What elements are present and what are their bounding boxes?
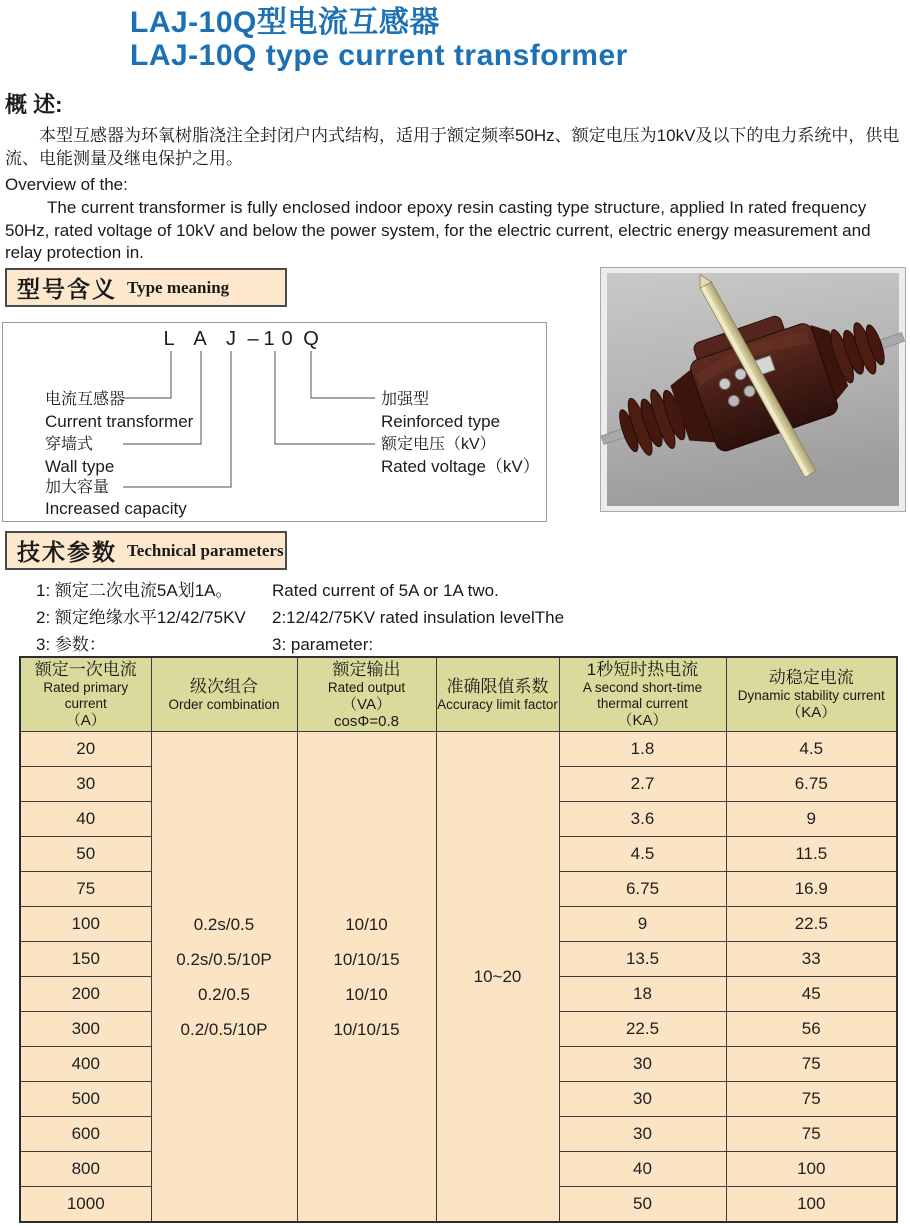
cell-primary-current: 500 — [20, 1082, 151, 1117]
header-zh: 动稳定电流 — [768, 668, 854, 687]
cell-rated-output — [297, 732, 436, 1223]
label-reinforced-type-en: Reinforced type — [381, 412, 501, 431]
cell-thermal-current: 22.5 — [559, 1012, 726, 1047]
label-increased-capacity-en: Increased capacity — [45, 499, 187, 518]
model-labels-left — [45, 390, 194, 518]
cell-dynamic-current: 100 — [726, 1187, 897, 1223]
col-header-accuracy-limit-factor — [436, 657, 559, 732]
label-rated-voltage-zh: 额定电压（kV） — [381, 436, 496, 453]
header-unit: （VA） — [342, 695, 391, 713]
model-letter: L — [163, 328, 175, 350]
rated-output-value: 10/10/15 — [333, 1019, 400, 1039]
table-header-row — [20, 657, 897, 732]
cell-order-combination — [151, 732, 297, 1223]
overview-body-zh: 本型互感器为环氧树脂浇注全封闭户内式结构，适用于额定频率50Hz、额定电压为10kV及以下的电力系统中，供电流、电能测量及继电保护之用。 — [5, 126, 900, 168]
cell-dynamic-current: 9 — [726, 802, 897, 837]
cell-thermal-current: 3.6 — [559, 802, 726, 837]
col-header-thermal-current — [559, 657, 726, 732]
cell-thermal-current: 40 — [559, 1152, 726, 1187]
cell-primary-current: 50 — [20, 837, 151, 872]
technical-heading-zh: 技术参数 — [17, 540, 117, 565]
cell-primary-current: 40 — [20, 802, 151, 837]
col-header-dynamic-stability-current — [726, 657, 897, 732]
cell-primary-current: 600 — [20, 1117, 151, 1152]
page-title-zh: LAJ-10Q型电流互感器 — [130, 6, 440, 39]
model-letter: J — [226, 328, 236, 350]
cell-dynamic-current: 11.5 — [726, 837, 897, 872]
cell-dynamic-current: 75 — [726, 1082, 897, 1117]
cell-primary-current: 75 — [20, 872, 151, 907]
cell-dynamic-current: 75 — [726, 1117, 897, 1152]
type-meaning-heading-zh: 型号含义 — [17, 277, 117, 302]
overview-heading-en: Overview of the: — [5, 175, 128, 194]
note-3-en: 3: parameter: — [272, 635, 374, 654]
cell-thermal-current: 13.5 — [559, 942, 726, 977]
model-letter: – — [247, 328, 259, 350]
order-combination-value: 0.2/0.5 — [198, 984, 250, 1004]
note-2-zh: 2: 额定绝缘水平12/42/75KV — [36, 608, 246, 627]
order-combination-value: 0.2/0.5/10P — [180, 1019, 268, 1039]
rated-output-value: 10/10 — [345, 984, 388, 1004]
cell-thermal-current: 1.8 — [559, 732, 726, 767]
cell-thermal-current: 30 — [559, 1047, 726, 1082]
page-title-en: LAJ-10Q type current transformer — [130, 39, 628, 72]
cell-dynamic-current: 16.9 — [726, 872, 897, 907]
cell-thermal-current: 50 — [559, 1187, 726, 1223]
cell-thermal-current: 18 — [559, 977, 726, 1012]
label-reinforced-type-zh: 加强型 — [381, 391, 430, 408]
cell-dynamic-current: 4.5 — [726, 732, 897, 767]
note-3-zh: 3: 参数： — [36, 635, 106, 654]
cell-dynamic-current: 100 — [726, 1152, 897, 1187]
label-increased-capacity-zh: 加大容量 — [45, 479, 110, 496]
cell-thermal-current: 30 — [559, 1082, 726, 1117]
model-letters — [163, 328, 318, 350]
overview-heading-zh: 概 述: — [5, 92, 63, 117]
parameters-table — [19, 656, 898, 1223]
col-header-order-combination — [151, 657, 297, 732]
cell-dynamic-current: 22.5 — [726, 907, 897, 942]
header-en: Accuracy limit factor — [437, 696, 558, 712]
label-wall-type-en: Wall type — [45, 457, 115, 476]
overview-section — [5, 88, 903, 265]
cell-primary-current: 150 — [20, 942, 151, 977]
product-photo — [600, 267, 906, 512]
cell-primary-current: 200 — [20, 977, 151, 1012]
model-meaning-diagram — [2, 322, 547, 522]
technical-parameters-header — [5, 531, 287, 570]
header-zh: 1秒短时热电流 — [586, 660, 699, 679]
transformer-illustration — [600, 267, 906, 512]
cell-thermal-current: 30 — [559, 1117, 726, 1152]
header-unit: （KA） — [617, 712, 668, 729]
model-letter: Q — [303, 328, 319, 350]
cell-dynamic-current: 33 — [726, 942, 897, 977]
cell-primary-current: 800 — [20, 1152, 151, 1187]
model-letter: 1 — [263, 328, 275, 350]
cell-primary-current: 1000 — [20, 1187, 151, 1223]
col-header-rated-output — [297, 657, 436, 732]
order-combination-value: 0.2s/0.5/10P — [176, 949, 272, 969]
label-current-transformer-en: Current transformer — [45, 412, 194, 431]
model-diagram-svg — [3, 323, 546, 521]
col-header-rated-primary-current — [20, 657, 151, 732]
label-current-transformer-zh: 电流互感器 — [45, 391, 126, 408]
rated-output-values — [298, 734, 436, 1220]
note-2-en: 2:12/42/75KV rated insulation levelThe — [272, 608, 565, 627]
label-wall-type-zh: 穿墙式 — [45, 436, 94, 453]
header-unit: （A） — [65, 712, 106, 729]
page-title — [130, 6, 628, 72]
overview-body-en: The current transformer is fully enclosed indoor epoxy resin casting type structure, applied In rated frequency 50Hz, rated voltage of 10kV and below the power system, for the electric current, electric energy measurement and relay protection in. — [5, 198, 871, 262]
type-meaning-header — [5, 268, 287, 307]
rated-output-value: 10/10/15 — [333, 949, 400, 969]
header-zh: 额定一次电流 — [34, 660, 137, 679]
cell-primary-current: 20 — [20, 732, 151, 767]
header-zh: 级次组合 — [190, 676, 258, 696]
cell-primary-current: 300 — [20, 1012, 151, 1047]
header-en: Order combination — [168, 696, 280, 712]
cell-dynamic-current: 56 — [726, 1012, 897, 1047]
note-1-en: Rated current of 5A or 1A two. — [272, 581, 499, 600]
rated-output-value: 10/10 — [345, 914, 388, 934]
cell-thermal-current: 9 — [559, 907, 726, 942]
note-1-zh: 1: 额定二次电流5A划1A。 — [36, 581, 233, 600]
model-letter: A — [193, 328, 207, 350]
cell-primary-current: 400 — [20, 1047, 151, 1082]
cell-primary-current: 100 — [20, 907, 151, 942]
header-zh: 额定输出 — [332, 659, 401, 679]
header-zh: 准确限值系数 — [446, 676, 549, 696]
model-labels-right — [381, 390, 540, 476]
cell-dynamic-current: 6.75 — [726, 767, 897, 802]
cell-dynamic-current: 75 — [726, 1047, 897, 1082]
model-letter: 0 — [281, 328, 293, 350]
header-unit: （KA） — [786, 704, 837, 721]
technical-heading-en: Technical parameters — [127, 540, 284, 560]
order-combination-values — [152, 734, 297, 1220]
technical-notes — [36, 577, 564, 658]
header-en: Rated output — [327, 679, 406, 695]
cell-thermal-current: 2.7 — [559, 767, 726, 802]
type-meaning-heading-en: Type meaning — [127, 277, 230, 297]
cell-primary-current: 30 — [20, 767, 151, 802]
header-en: A second short-time thermal current — [582, 680, 703, 711]
cell-thermal-current: 4.5 — [559, 837, 726, 872]
cell-thermal-current: 6.75 — [559, 872, 726, 907]
header-cos-phi: cosΦ=0.8 — [334, 712, 399, 730]
cell-dynamic-current: 45 — [726, 977, 897, 1012]
order-combination-value: 0.2s/0.5 — [193, 914, 255, 934]
table-row — [20, 732, 897, 767]
cell-accuracy-limit-factor: 10~20 — [436, 732, 559, 1223]
header-en: Dynamic stability current — [737, 688, 885, 703]
label-rated-voltage-en: Rated voltage（kV） — [381, 457, 540, 476]
header-en: Rated primary current — [43, 680, 129, 711]
